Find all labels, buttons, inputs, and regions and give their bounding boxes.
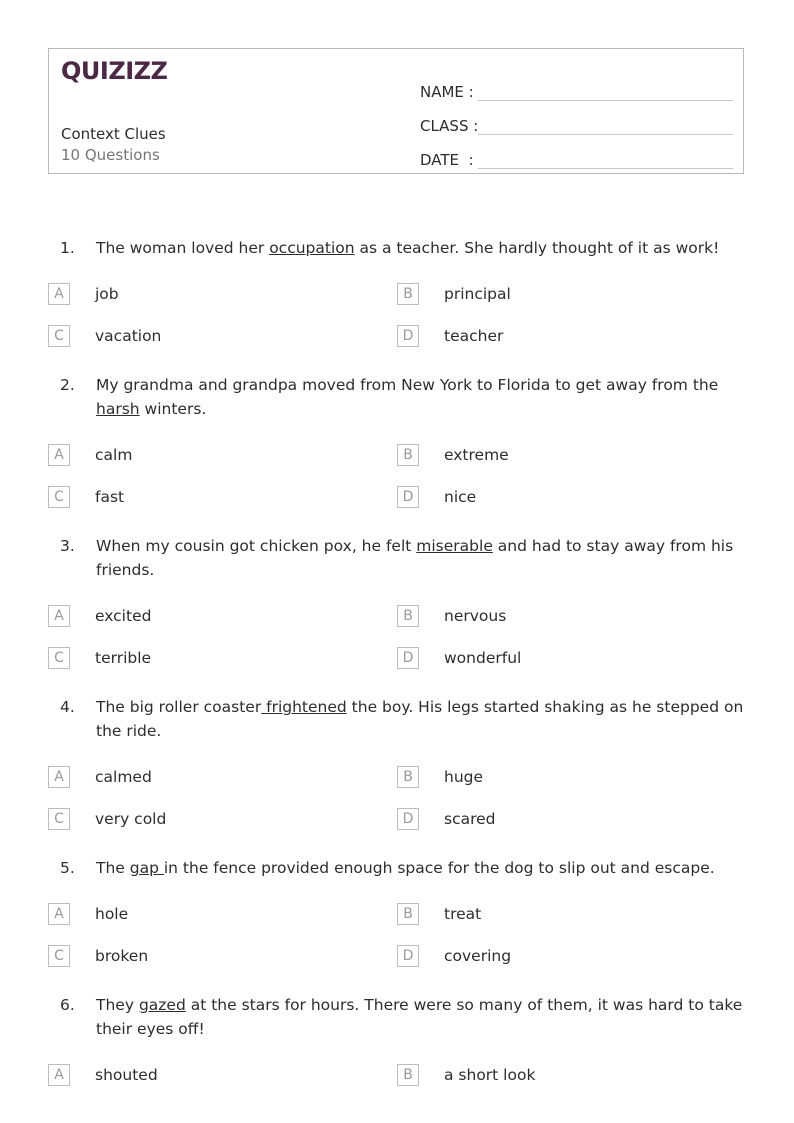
question-stem	[48, 373, 748, 421]
option-letter-box[interactable]: A	[48, 903, 70, 925]
answer-option[interactable]	[48, 646, 397, 670]
option-letter-box[interactable]: B	[397, 605, 419, 627]
question-text-after: in the fence provided enough space for the dog to slip out and escape.	[163, 859, 715, 877]
option-text: covering	[444, 947, 512, 965]
worksheet-header	[48, 48, 744, 174]
option-letter-box[interactable]: D	[397, 325, 419, 347]
question-text-before: They	[96, 996, 139, 1014]
question-item	[48, 534, 748, 695]
option-text: fast	[95, 488, 125, 506]
answer-option[interactable]	[48, 282, 397, 306]
answer-option[interactable]	[48, 944, 397, 968]
answer-option[interactable]	[397, 604, 746, 628]
question-stem	[48, 993, 748, 1041]
answer-option[interactable]	[397, 944, 746, 968]
option-text: extreme	[444, 446, 509, 464]
option-letter-box[interactable]: B	[397, 444, 419, 466]
option-text: principal	[444, 285, 511, 303]
question-number: 4.	[60, 698, 75, 716]
answer-option[interactable]	[48, 765, 397, 789]
option-text: job	[95, 285, 119, 303]
quizizz-logo: QUIZIZZ	[61, 57, 168, 85]
question-text-before: The big roller coaster	[96, 698, 262, 716]
underlined-vocab-word: occupation	[269, 239, 355, 257]
student-info-fields	[420, 67, 733, 169]
option-letter-box[interactable]: C	[48, 486, 70, 508]
question-text-after: and had to stay away from his friends.	[96, 537, 734, 579]
answer-option[interactable]	[397, 807, 746, 831]
option-letter-box[interactable]: C	[48, 647, 70, 669]
option-text: nice	[444, 488, 477, 506]
option-letter-box[interactable]: A	[48, 444, 70, 466]
date-field[interactable]	[420, 135, 733, 169]
question-text	[96, 856, 748, 880]
answer-options	[48, 902, 748, 968]
date-line[interactable]	[478, 146, 733, 169]
answer-option[interactable]	[397, 485, 746, 509]
option-text: huge	[444, 768, 484, 786]
option-letter-box[interactable]: D	[397, 486, 419, 508]
option-text: very cold	[95, 810, 167, 828]
option-text: treat	[444, 905, 482, 923]
question-number: 5.	[60, 859, 75, 877]
option-letter-box[interactable]: B	[397, 1064, 419, 1086]
question-text	[96, 236, 748, 260]
option-letter-box[interactable]: B	[397, 903, 419, 925]
option-letter-box[interactable]: C	[48, 325, 70, 347]
answer-option[interactable]	[397, 902, 746, 926]
answer-options	[48, 282, 748, 348]
option-letter-box[interactable]: C	[48, 808, 70, 830]
answer-option[interactable]	[48, 902, 397, 926]
answer-option[interactable]	[397, 1063, 746, 1087]
question-spacer	[48, 670, 748, 695]
answer-option[interactable]	[397, 282, 746, 306]
class-label: CLASS :	[420, 117, 479, 135]
question-stem	[48, 856, 748, 880]
answer-option[interactable]	[48, 604, 397, 628]
question-text-after: at the stars for hours. There were so many of them, it was hard to take their eyes off!	[96, 996, 743, 1038]
option-text: scared	[444, 810, 496, 828]
question-list	[48, 236, 748, 1112]
answer-option[interactable]	[397, 324, 746, 348]
question-spacer	[48, 831, 748, 856]
option-text: excited	[95, 607, 152, 625]
answer-option[interactable]	[48, 485, 397, 509]
answer-option[interactable]	[397, 646, 746, 670]
option-letter-box[interactable]: D	[397, 647, 419, 669]
option-letter-box[interactable]: D	[397, 808, 419, 830]
answer-option[interactable]	[397, 765, 746, 789]
question-text	[96, 695, 748, 743]
name-label: NAME :	[420, 83, 474, 101]
answer-options	[48, 443, 748, 509]
class-line[interactable]	[478, 112, 733, 135]
question-text-before: The	[96, 859, 130, 877]
question-text	[96, 373, 748, 421]
question-stem	[48, 236, 748, 260]
name-line[interactable]	[478, 78, 733, 101]
option-text: wonderful	[444, 649, 522, 667]
answer-options	[48, 765, 748, 831]
question-count: 10 Questions	[61, 146, 160, 164]
worksheet-title: Context Clues	[61, 125, 166, 143]
question-spacer	[48, 509, 748, 534]
question-stem	[48, 534, 748, 582]
option-text: terrible	[95, 649, 152, 667]
underlined-vocab-word: frightened	[261, 698, 347, 716]
answer-option[interactable]	[48, 807, 397, 831]
question-item	[48, 236, 748, 373]
question-text-before: The woman loved her	[96, 239, 270, 257]
question-text-after: winters.	[139, 400, 207, 418]
question-item	[48, 856, 748, 993]
underlined-vocab-word: miserable	[416, 537, 493, 555]
question-number: 3.	[60, 537, 75, 555]
option-text: calmed	[95, 768, 152, 786]
option-letter-box[interactable]: C	[48, 945, 70, 967]
answer-options	[48, 1063, 748, 1087]
name-field[interactable]	[420, 67, 733, 101]
date-label: DATE :	[420, 151, 474, 169]
question-spacer	[48, 968, 748, 993]
question-spacer	[48, 1087, 748, 1112]
underlined-vocab-word: gap	[129, 859, 164, 877]
answer-option[interactable]	[48, 1063, 397, 1087]
option-letter-box[interactable]: A	[48, 605, 70, 627]
option-letter-box[interactable]: D	[397, 945, 419, 967]
option-text: a short look	[444, 1066, 536, 1084]
answer-options	[48, 604, 748, 670]
question-item	[48, 373, 748, 534]
question-stem	[48, 695, 748, 743]
question-spacer	[48, 348, 748, 373]
class-field[interactable]	[420, 101, 733, 135]
option-text: broken	[95, 947, 149, 965]
question-text-before: My grandma and grandpa moved from New York to Florida to get away from the	[96, 376, 719, 394]
underlined-vocab-word: harsh	[96, 400, 140, 418]
answer-option[interactable]	[397, 443, 746, 467]
question-text-after: as a teacher. She hardly thought of it as work!	[354, 239, 720, 257]
option-text: shouted	[95, 1066, 158, 1084]
option-text: calm	[95, 446, 133, 464]
question-text	[96, 993, 748, 1041]
option-text: teacher	[444, 327, 504, 345]
option-letter-box[interactable]: A	[48, 766, 70, 788]
question-number: 6.	[60, 996, 75, 1014]
question-text	[96, 534, 748, 582]
underlined-vocab-word: gazed	[138, 996, 186, 1014]
option-text: nervous	[444, 607, 507, 625]
option-letter-box[interactable]: A	[48, 1064, 70, 1086]
answer-option[interactable]	[48, 443, 397, 467]
question-number: 2.	[60, 376, 75, 394]
option-text: hole	[95, 905, 129, 923]
answer-option[interactable]	[48, 324, 397, 348]
option-letter-box[interactable]: A	[48, 283, 70, 305]
question-number: 1.	[60, 239, 75, 257]
option-letter-box[interactable]: B	[397, 766, 419, 788]
option-text: vacation	[95, 327, 162, 345]
question-item	[48, 695, 748, 856]
option-letter-box[interactable]: B	[397, 283, 419, 305]
question-text-before: When my cousin got chicken pox, he felt	[96, 537, 417, 555]
question-text-after: the boy. His legs started shaking as he stepped on the ride.	[96, 698, 744, 740]
question-item	[48, 993, 748, 1112]
